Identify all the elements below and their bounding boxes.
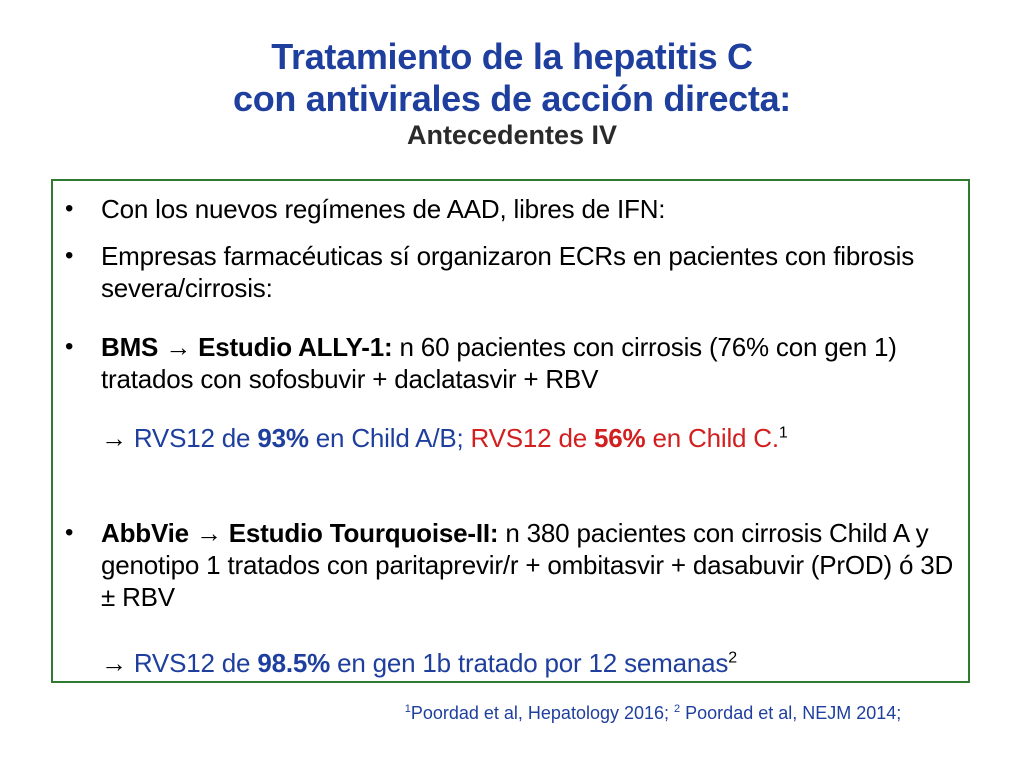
footnote-marker: 1 [778,424,788,442]
title-line-2: con antivirales de acción directa: [232,78,791,119]
footnote-marker: 1 [404,703,411,715]
study-name: Estudio ALLY-1: [198,332,393,362]
bullet-item-bms [65,331,973,395]
references [0,703,1024,724]
result-line-abbvie [101,647,737,679]
content-box [51,179,970,683]
result-text: RVS12 de [133,648,258,678]
result-text: RVS12 de [470,423,595,453]
bullet-text: n 60 pacientes con cirrosis (76% con gen 1) tratados con sofosbuvir + daclatasvir + RBV [101,332,897,394]
bullet-dot-icon: • [65,195,74,222]
arrow-icon: → [101,423,134,453]
result-text: en gen 1b tratado por 12 semanas [330,648,729,678]
bullet-text: Con los nuevos regímenes de AAD, libres de IFN: [101,194,666,224]
result-line-bms [101,422,788,454]
footnote-marker: 2 [728,649,737,667]
result-value: 93% [257,423,309,453]
reference-text: Poordad et al, Hepatology 2016; [410,703,675,723]
result-value: 98.5% [257,648,331,678]
study-name: Estudio Tourquoise-II: [228,518,499,548]
bullet-item-abbvie [65,517,973,613]
result-text: en Child C. [645,423,779,453]
result-value: 56% [594,423,646,453]
company-name: BMS [101,332,159,362]
subtitle: Antecedentes IV [406,120,618,150]
reference-text: Poordad et al, NEJM 2014; [680,703,902,723]
arrow-icon: → [165,332,192,362]
result-text: en Child A/B; [308,423,471,453]
bullet-item-2 [65,240,973,304]
bullet-text: Empresas farmacéuticas sí organizaron ECRs en pacientes con fibrosis severa/cirrosis: [101,241,914,303]
bullet-dot-icon: • [65,519,74,546]
bullet-text: n 380 pacientes con cirrosis Child A y genotipo 1 tratados con paritaprevir/r + ombitasvir + dasabuvir (PrOD) ó 3D ± RBV [101,518,954,612]
bullet-dot-icon: • [65,333,74,360]
result-text: RVS12 de [133,423,258,453]
bullet-dot-icon: • [65,242,74,269]
slide-title [0,36,1024,150]
arrow-icon: → [195,518,222,548]
arrow-icon: → [101,648,134,678]
bullet-item-1 [65,193,973,225]
title-line-1: Tratamiento de la hepatitis C [271,36,753,77]
company-name: AbbVie [101,518,189,548]
footnote-marker: 2 [674,703,681,715]
